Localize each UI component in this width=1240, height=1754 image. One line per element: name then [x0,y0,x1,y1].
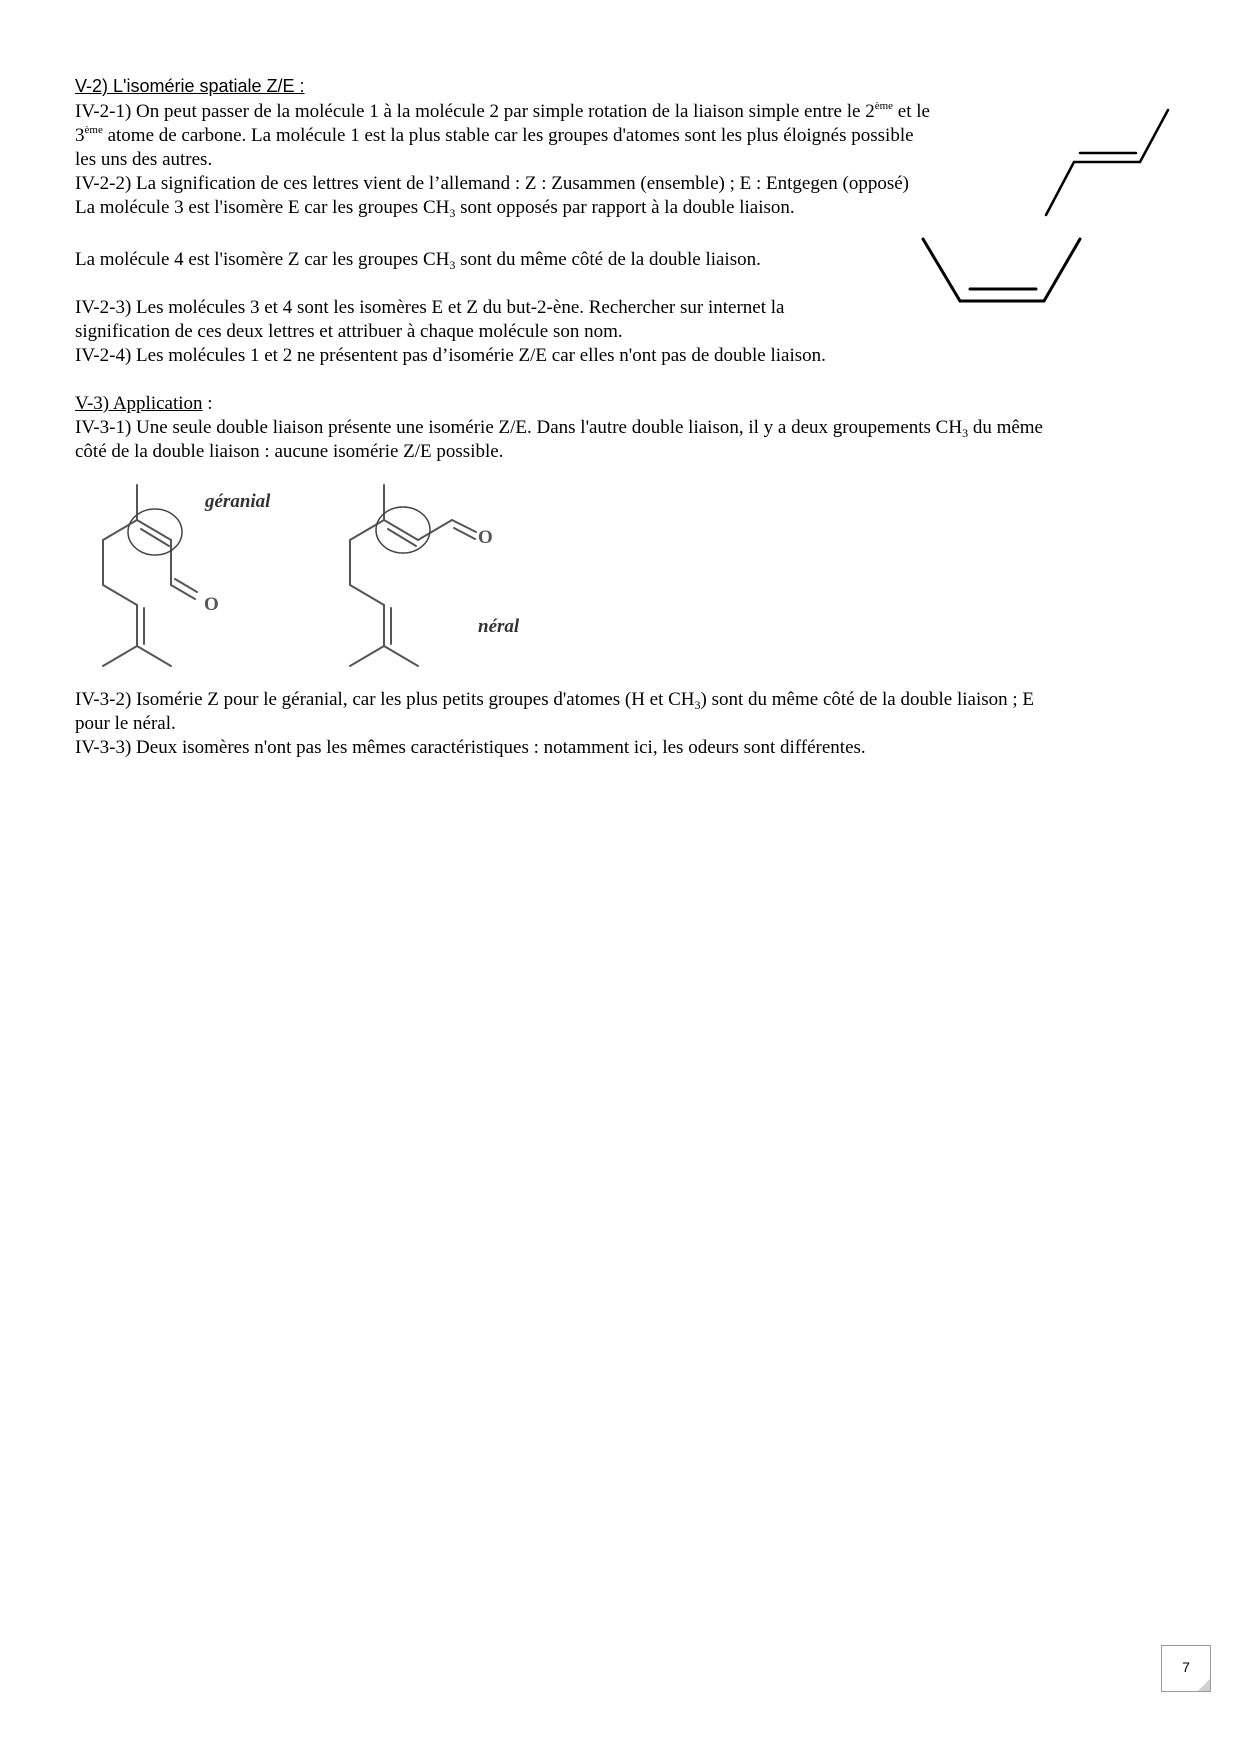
text-run: atome de carbone. La molécule 1 est la plus stable car les groupes d'atomes sont les plus éloignés possible [102,125,914,146]
paragraph-line: IV-2-2) La signification de ces lettres vient de l’allemand : Z : Zusammen (ensemble) ; E : Entgegen (opposé) [75,173,909,194]
section-v3-title-text: V-3) Application [75,393,203,414]
subscript: 3 [694,698,701,712]
text-run: 3 [75,125,85,146]
text-run: du même [968,417,1043,438]
z-but-2-ene-structure [918,235,1088,310]
text-run: La molécule 3 est l'isomère E car les groupes CH [75,197,450,218]
text-run: et le [893,101,930,122]
neral-label: néral [478,616,520,637]
section-v2-title-text: V-2) L'isomérie spatiale Z/E : [75,76,305,96]
oxygen-label: O [478,527,493,548]
section-v2-title [75,76,305,97]
subscript: 3 [449,206,456,220]
page-number: 7 [1182,1659,1190,1675]
subscript: 3 [449,258,456,272]
text-run: sont opposés par rapport à la double liaison. [455,197,795,218]
text-run: : [202,393,213,414]
text-run: La molécule 4 est l'isomère Z car les groupes CH [75,249,450,270]
paragraph-line: IV-3-3) Deux isomères n'ont pas les mêmes caractéristiques : notamment ici, les odeurs sont différentes. [75,737,866,758]
paragraph-line [75,688,1034,712]
section-v3-title [75,392,213,416]
text-run: sont du même côté de la double liaison. [455,249,761,270]
paragraph-line: les uns des autres. [75,149,213,170]
paragraph-line: côté de la double liaison : aucune isomérie Z/E possible. [75,441,504,462]
superscript: ème [84,124,103,136]
oxygen-label: O [204,594,219,615]
e-but-2-ene-structure [1040,105,1175,220]
paragraph-line [75,124,914,148]
geranial-neral-figure [73,468,563,683]
page-curl-icon [1198,1679,1210,1691]
page-number-box [1161,1645,1211,1692]
paragraph-line: IV-2-4) Les molécules 1 et 2 ne présentent pas d’isomérie Z/E car elles n'ont pas de double liaison. [75,345,826,366]
text-run: IV-3-1) Une seule double liaison présente une isomérie Z/E. Dans l'autre double liaison, il y a deux groupements CH [75,417,963,438]
paragraph-line [75,416,1043,440]
text-run: ) sont du même côté de la double liaison ; E [700,689,1035,710]
subscript: 3 [962,426,969,440]
paragraph-line: IV-2-3) Les molécules 3 et 4 sont les isomères E et Z du but-2-ène. Rechercher sur internet la [75,297,785,318]
text-run: IV-2-1) On peut passer de la molécule 1 à la molécule 2 par simple rotation de la liaison simple entre le 2 [75,101,875,122]
paragraph-line [75,196,795,220]
paragraph-line: pour le néral. [75,713,176,734]
text-run: IV-3-2) Isomérie Z pour le géranial, car les plus petits groupes d'atomes (H et CH [75,689,695,710]
paragraph-line: signification de ces deux lettres et attribuer à chaque molécule son nom. [75,321,623,342]
geranial-label: géranial [205,491,271,512]
paragraph-line [75,100,930,124]
superscript: ème [874,100,894,112]
paragraph-line [75,248,761,272]
